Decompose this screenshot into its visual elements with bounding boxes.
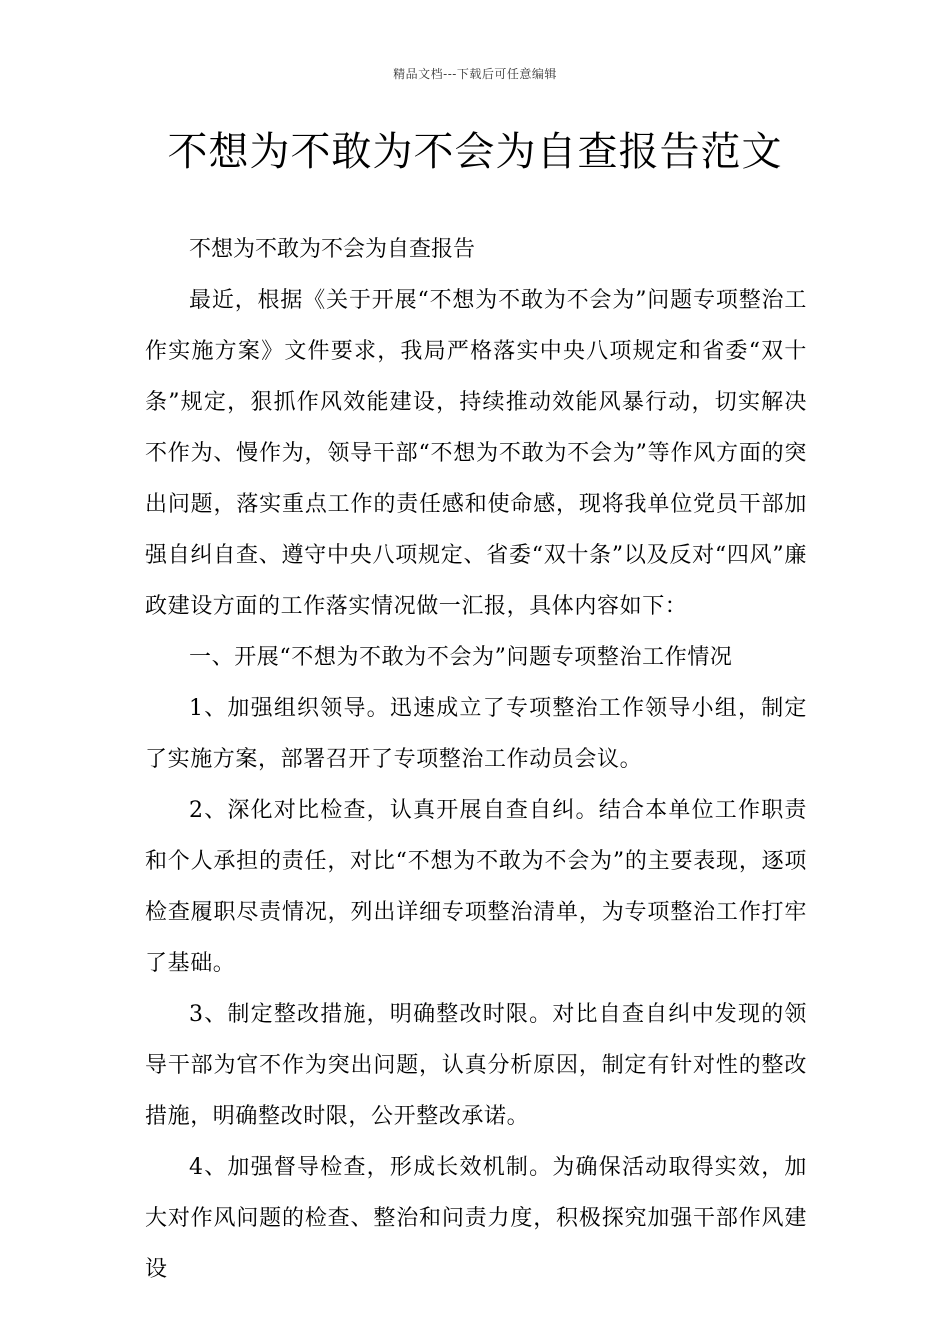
item-2-paragraph: 2、深化对比检查，认真开展自查自纠。结合本单位工作职责和个人承担的责任，对比“不想为不敢为不会为”的主要表现，逐项检查履职尽责情况，列出详细专项整治清单，为专项整治工作打牢了基础。 <box>145 798 807 976</box>
document-body <box>145 224 807 1295</box>
item-4-paragraph: 4、加强督导检查，形成长效机制。为确保活动取得实效，加大对作风问题的检查、整治和问责力度，积极探究加强干部作风建设 <box>145 1155 807 1282</box>
section-heading: 一、开展“不想为不敢为不会为”问题专项整治工作情况 <box>189 645 733 670</box>
document-title: 不想为不敢为不会为自查报告范文 <box>167 129 783 175</box>
intro-paragraph: 最近，根据《关于开展“不想为不敢为不会为”问题专项整治工作实施方案》文件要求，我局严格落实中央八项规定和省委“双十条”规定，狠抓作风效能建设，持续推动效能风暴行动，切实解决不作为、慢作为，领导干部“不想为不敢为不会为”等作风方面的突出问题，落实重点工作的责任感和使命感，现将我单位党员干部加强自纠自查、遵守中央八项规定、省委“双十条”以及反对“四风”廉政建设方面的工作落实情况做一汇报，具体内容如下： <box>145 288 807 619</box>
item-1-paragraph: 1、加强组织领导。迅速成立了专项整治工作领导小组，制定了实施方案，部署召开了专项整治工作动员会议。 <box>145 696 807 772</box>
item-3-paragraph: 3、制定整改措施，明确整改时限。对比自查自纠中发现的领导干部为官不作为突出问题，认真分析原因，制定有针对性的整改措施，明确整改时限，公开整改承诺。 <box>145 1002 807 1129</box>
header-note: 精品文档---下载后可任意编辑 <box>393 67 557 81</box>
report-subtitle: 不想为不敢为不会为自查报告 <box>189 237 476 262</box>
